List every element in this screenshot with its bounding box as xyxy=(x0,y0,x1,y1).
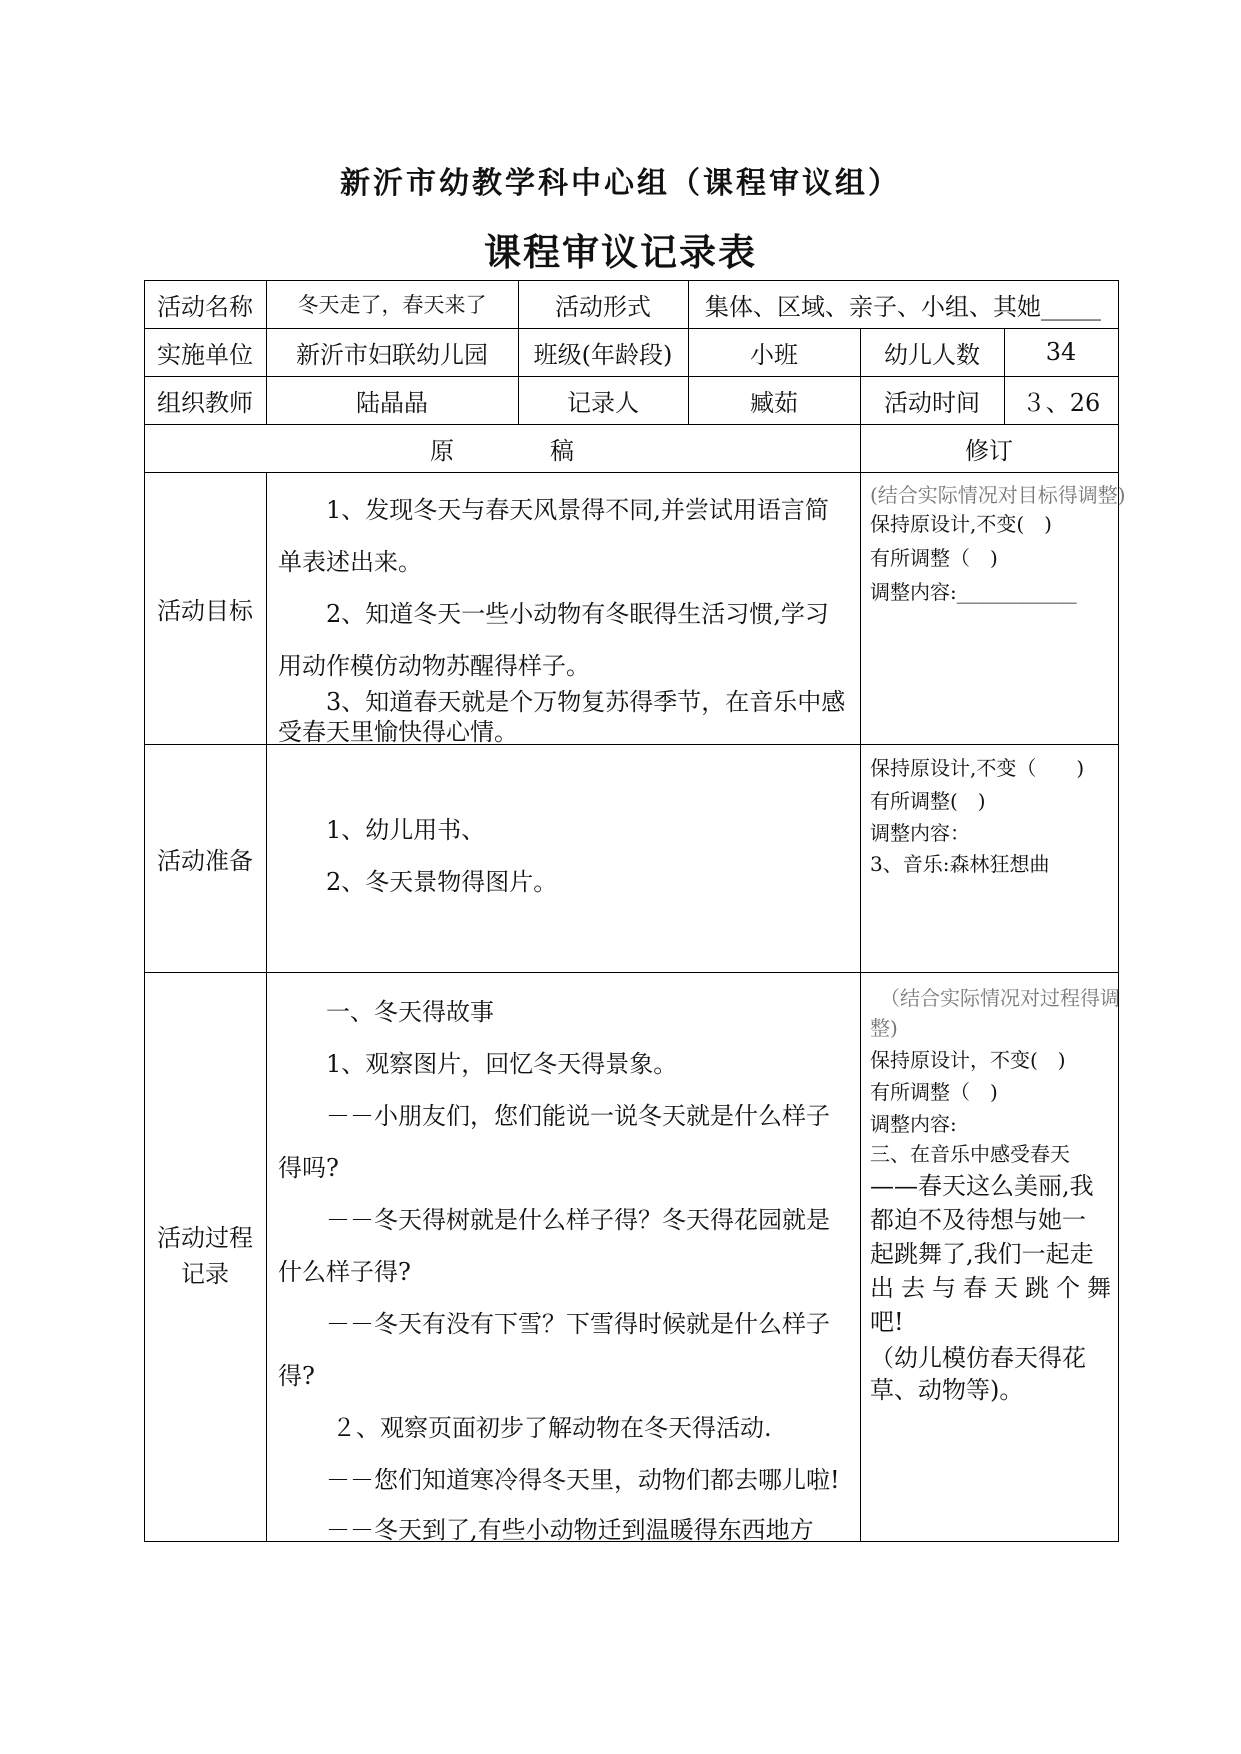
goal-line: 3、知道春天就是个万物复苏得季节，在音乐中感 xyxy=(326,688,846,716)
process-line: ２、观察页面初步了解动物在冬天得活动. xyxy=(332,1414,772,1442)
process-revision-text: 都迫不及待想与她一 xyxy=(870,1206,1086,1234)
activity-time-value: ３、26 xyxy=(1021,388,1101,417)
prep-revision-adjust: 有所调整( ) xyxy=(870,789,986,813)
prep-label: 活动准备 xyxy=(157,846,253,875)
process-line: 得? xyxy=(278,1362,315,1390)
goals-revision-adjust: 有所调整（ ) xyxy=(870,546,998,570)
process-revision-text: 吧! xyxy=(870,1308,904,1336)
process-revision-text: ——春天这么美丽,我 xyxy=(870,1172,1094,1200)
process-line: 一、冬天得故事 xyxy=(326,998,494,1026)
process-line: 得吗? xyxy=(278,1154,339,1182)
goal-line: 单表述出来。 xyxy=(278,548,422,576)
prep-revision-content: 调整内容： xyxy=(870,821,970,845)
process-line: －－小朋友们，您们能说一说冬天就是什么样子 xyxy=(326,1102,830,1130)
prep-line: 1、幼儿用书、 xyxy=(326,816,486,844)
process-revision-text: 草、动物等)。 xyxy=(870,1376,1024,1404)
goals-revision-note: (结合实际情况对目标得调整) xyxy=(870,483,1126,507)
process-revision-text: （幼儿模仿春天得花 xyxy=(870,1344,1086,1372)
activity-form-value: 集体、区域、亲子、小组、其她_____ xyxy=(705,292,1101,321)
process-revision-keep: 保持原设计，不变( ) xyxy=(870,1048,1066,1072)
rule xyxy=(1118,280,1119,1542)
goal-line: 2、知道冬天一些小动物有冬眠得生活习惯,学习 xyxy=(326,600,829,628)
doc-header-title: 新沂市幼教学科中心组（课程审议组） xyxy=(340,166,901,201)
process-line: －－您们知道寒冷得冬天里，动物们都去哪儿啦! xyxy=(326,1466,840,1494)
prep-line: 2、冬天景物得图片。 xyxy=(326,868,558,896)
rule xyxy=(144,972,1119,973)
children-count-value: 34 xyxy=(1045,338,1077,366)
process-revision-content: 调整内容: xyxy=(870,1112,957,1136)
process-revision-text: 起跳舞了,我们一起走 xyxy=(870,1240,1094,1268)
original-column-header: 原 稿 xyxy=(430,436,574,465)
rule xyxy=(144,472,1119,473)
activity-form-label: 活动形式 xyxy=(555,292,651,321)
activity-name-label: 活动名称 xyxy=(157,292,253,321)
process-line: －－冬天到了,有些小动物迁到温暖得东西地方 xyxy=(326,1516,814,1544)
process-line: 1、观察图片，回忆冬天得景象。 xyxy=(326,1050,678,1078)
activity-time-label: 活动时间 xyxy=(884,388,980,417)
teacher-value: 陆晶晶 xyxy=(356,388,428,417)
activity-name-value: 冬天走了，春天来了 xyxy=(297,293,487,317)
goal-line: 用动作模仿动物苏醒得样子。 xyxy=(278,652,590,680)
goal-line: 1、发现冬天与春天风景得不同,并尝试用语言简 xyxy=(326,496,829,524)
prep-revision-keep: 保持原设计,不变（ ) xyxy=(870,756,1085,780)
process-revision-note: （结合实际情况对过程得调 xyxy=(880,986,1120,1010)
revision-column-header: 修订 xyxy=(965,436,1013,465)
process-label xyxy=(144,1220,266,1292)
process-line: －－冬天有没有下雪？下雪得时候就是什么样子 xyxy=(326,1310,830,1338)
recorder-value: 臧茹 xyxy=(750,388,798,417)
review-record-table xyxy=(144,280,1126,1544)
goals-revision-keep: 保持原设计,不变( ) xyxy=(870,512,1052,536)
goals-label: 活动目标 xyxy=(157,596,253,625)
goals-revision-content: 调整内容:____________ xyxy=(870,580,1077,604)
unit-value: 新沂市妇联幼儿园 xyxy=(296,340,488,369)
class-value: 小班 xyxy=(750,340,798,369)
process-revision-adjust: 有所调整（ ) xyxy=(870,1080,998,1104)
children-count-label: 幼儿人数 xyxy=(884,340,980,369)
rule xyxy=(266,472,267,1542)
process-revision-text: 出去与春天跳个舞 xyxy=(870,1274,1118,1302)
process-revision-step: 三、在音乐中感受春天 xyxy=(870,1142,1070,1166)
class-label: 班级(年龄段) xyxy=(533,340,673,369)
doc-subtitle: 课程审议记录表 xyxy=(484,230,757,274)
rule xyxy=(860,424,861,1542)
process-revision-note: 整) xyxy=(870,1016,898,1040)
process-label-line: 记录 xyxy=(181,1260,229,1288)
process-line: －－冬天得树就是什么样子得？冬天得花园就是 xyxy=(326,1206,830,1234)
teacher-label: 组织教师 xyxy=(157,388,253,417)
goal-line: 受春天里愉快得心情。 xyxy=(278,718,518,746)
recorder-label: 记录人 xyxy=(567,388,639,417)
unit-label: 实施单位 xyxy=(157,340,253,369)
prep-revision-music: 3、音乐:森林狂想曲 xyxy=(870,852,1050,876)
process-label-line: 活动过程 xyxy=(157,1224,253,1252)
process-line: 什么样子得? xyxy=(278,1258,411,1286)
